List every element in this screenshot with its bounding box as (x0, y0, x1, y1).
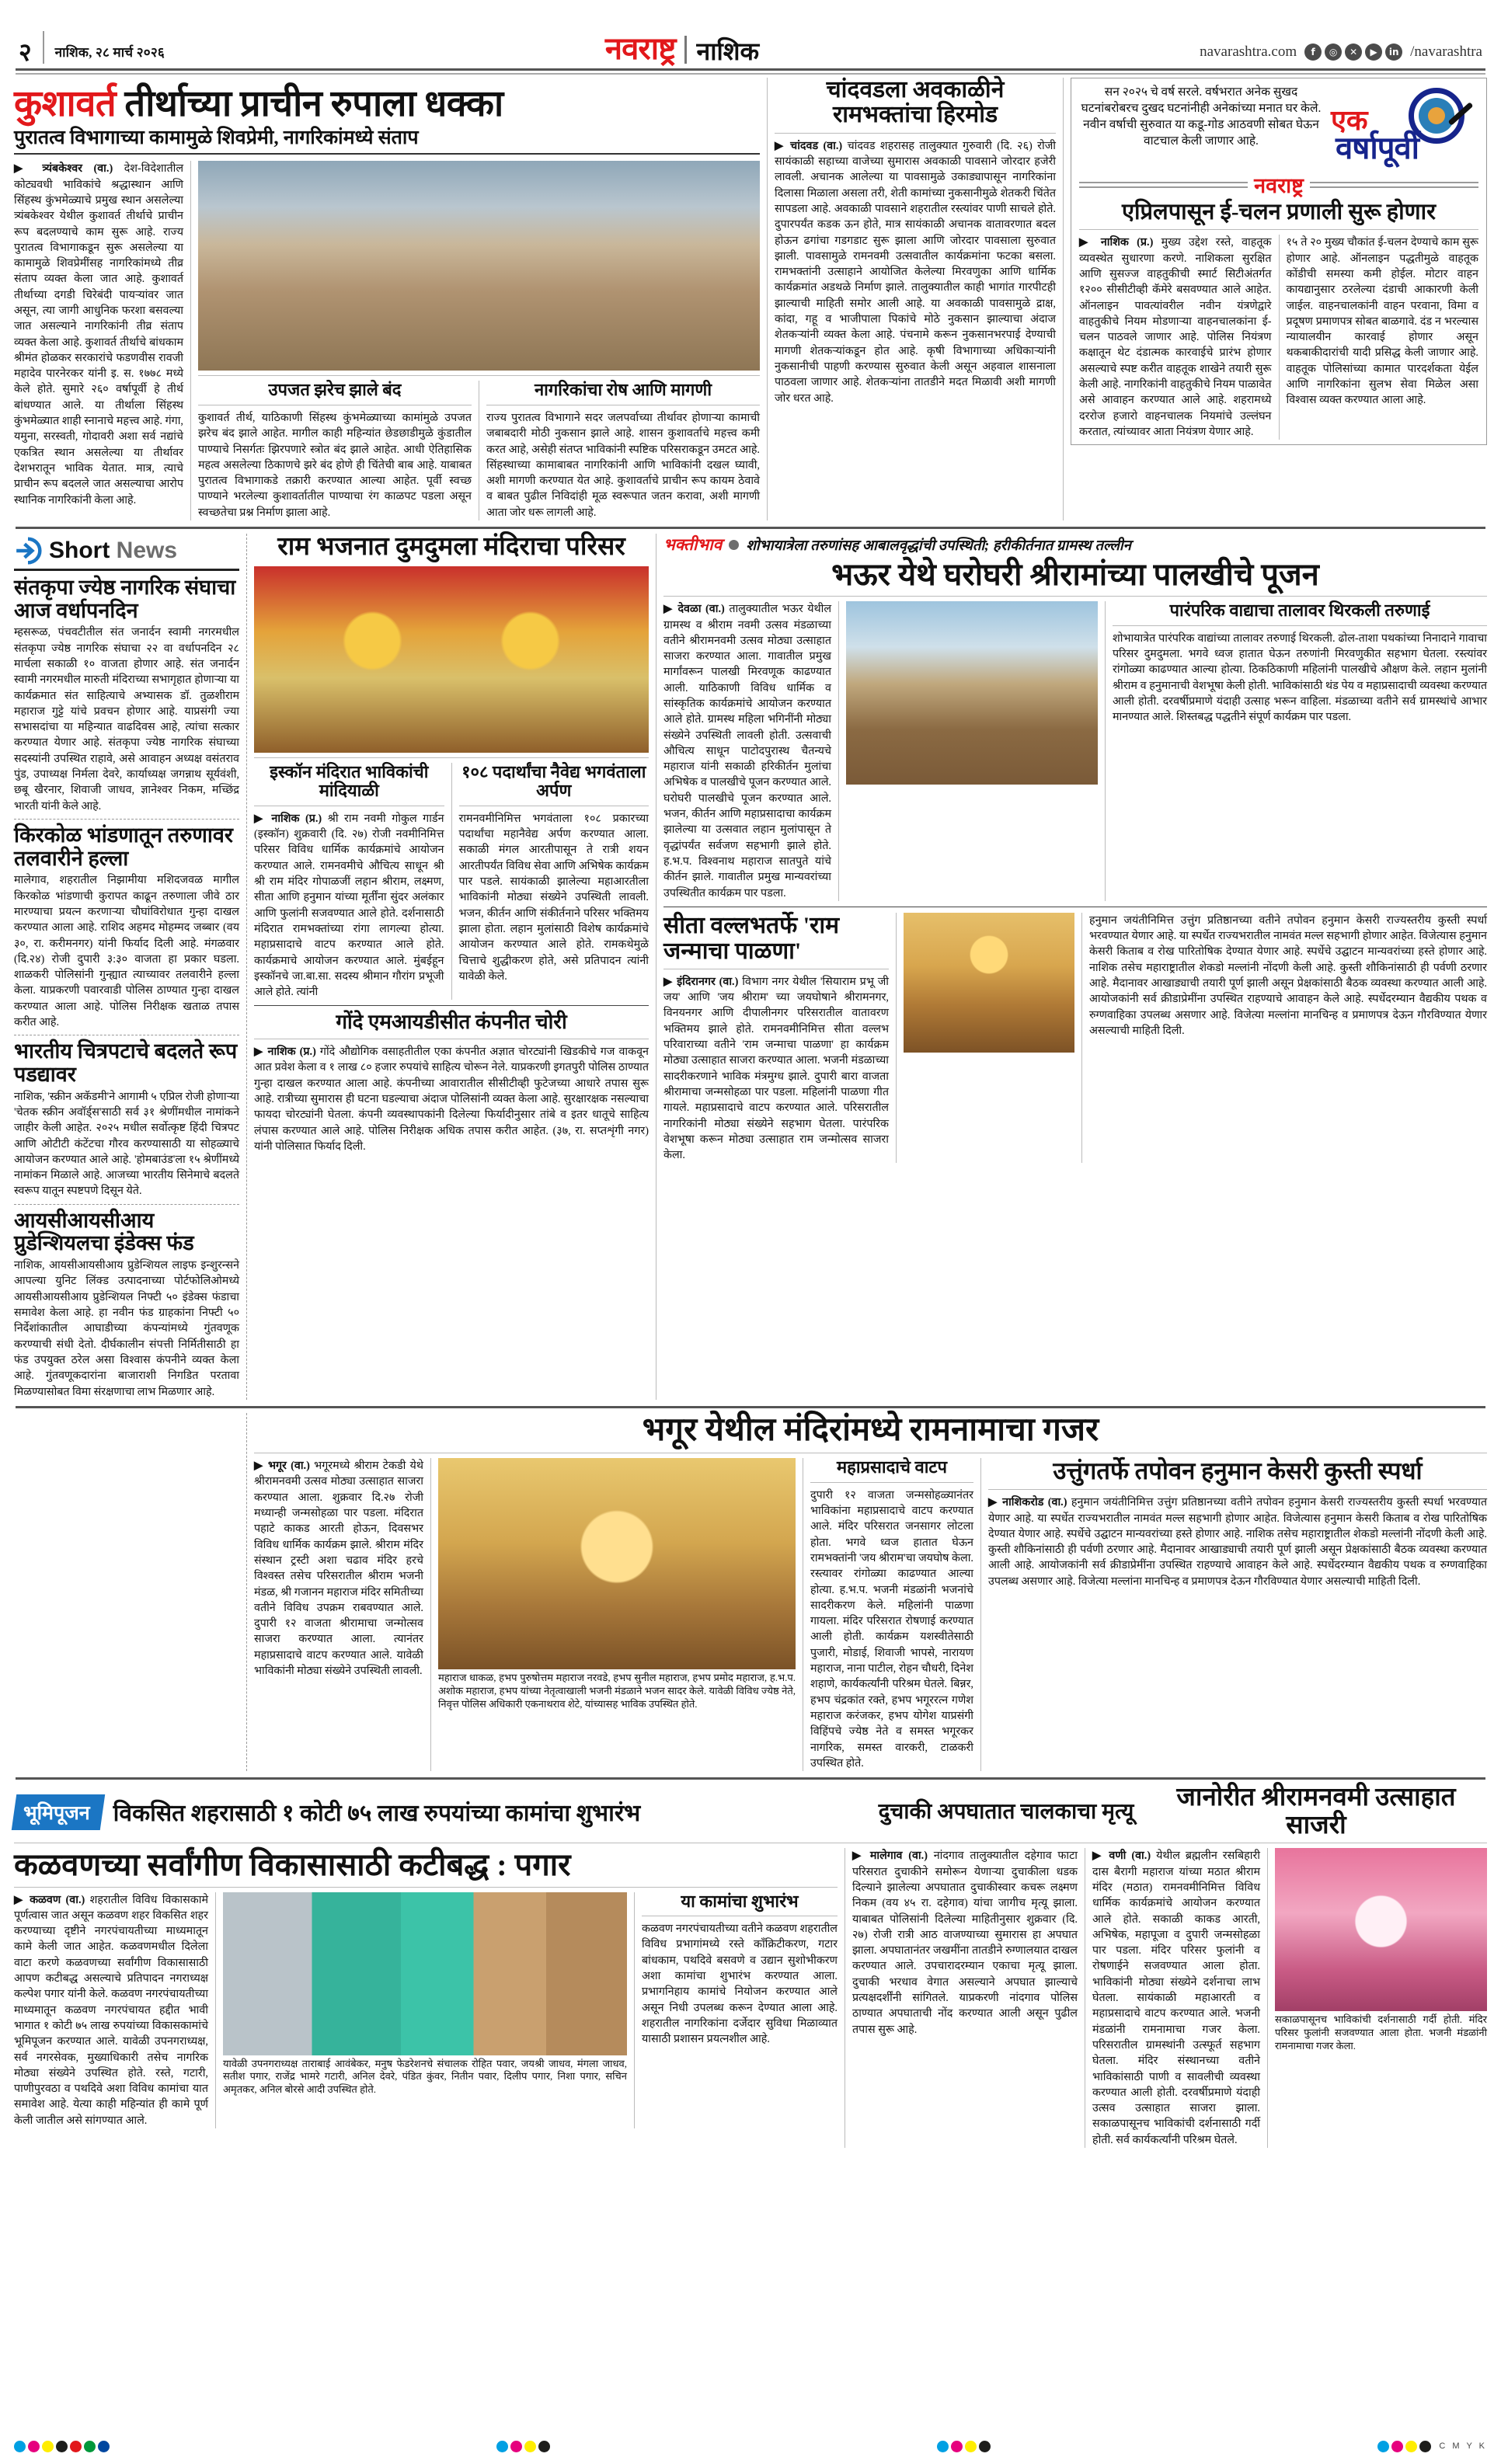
lead-body (14, 161, 183, 508)
short-news-header (14, 537, 239, 565)
short-news-1-headline: किरकोळ भांडणातून तरुणावर तलवारीने हल्ला (14, 823, 233, 870)
uttung-teaser (1089, 913, 1487, 1164)
bhaur-side-body: शोभायात्रेत पारंपरिक वाद्यांच्या तालावर तरुणाई थिरकली. ढोल-ताशा पथकांच्या निनादाने गावाचा परिसर दुमदुमला. भगवे ध्वज हातात घेऊन तरुणांनी मिरवणुकीत सहभाग घेतला. रस्त्यांवर रांगोळ्या काढण्यात आल्या होत्या. ठिकठिकाणी महिलांनी पालखीचे औक्षण केले. लहान मुलांनी श्रीराम व हनुमानाची वेशभूषा केली होती. भाविकांसाठी थंड पेय व महाप्रसादाची व्यवस्था करण्यात आली होती. दरवर्षीप्रमाणे यंदाही उत्साह भरून वाहिला. मंडळाच्या वतीने सर्व ग्रामस्थांचे आभार मानण्यात आले. शिस्तबद्ध पद्धतीने संपूर्ण कार्यक्रम पार पडला. (1113, 632, 1487, 724)
year-ago-panel (1071, 78, 1487, 520)
lead-caption-1-title: उपजत झरेच झाले बंद (268, 380, 402, 400)
band-rule (16, 1406, 1485, 1408)
chandwad-dateline: चांदवड (वा.) (790, 139, 843, 152)
kalwan-side-title: या कामांचा शुभारंभ (681, 1891, 799, 1911)
year-ago-intro: सन २०२५ चे वर्ष सरले. वर्षभरात अनेक सुखद घटनांबरोबरच दुखद घटनांनीही अनेकांच्या मनात घर केले. नवीन वर्षाची सुरुवात या कडू-गोड आठवणी सोबत घेऊन वाटचाल केली जाणार आहे. (1081, 85, 1322, 148)
column-rule (767, 78, 768, 520)
vani-photo (1275, 1848, 1487, 2011)
bhaur-side-column (1113, 601, 1487, 901)
facebook-icon[interactable]: f (1304, 44, 1322, 61)
lead-caption-1-body: कुशावर्त तीर्थ, याठिकाणी सिंहस्थ कुंभमेळ्याच्या कामांमुळे उपजत झरेच बंद झाले आहेत. मागील काही महिन्यांत छेडछाडीमुळे कुंडातील पाण्याचे निसर्गतः झिरपणारे स्त्रोत बंद झाले आहेत. आधी ऐतिहासिक महत्व असलेल्या ठिकाणचे झरे बंद होणे ही चिंतेची बाब आहे. याबाबत पुरातत्व विभागाकडे तक्रारी करण्यात आल्या आहेत. पूर्वी स्वच्छ पाण्याने भरलेल्या कुशावर्तातील पाण्याचा रंग काळपट पडला असून स्वच्छतेचा प्रश्न निर्माण झाला आहे. (198, 411, 472, 519)
vani-arrow-icon: ▶ (1092, 1850, 1109, 1863)
vani-dateline: वणी (वा.) (1109, 1850, 1151, 1863)
year-ago-logo-line1: एक (1331, 105, 1368, 136)
ram-bhajan-caption-2 (459, 763, 650, 1001)
bhaur-headline: भऊर येथे घरोघरी श्रीरामांच्या पालखीचे पूजन (831, 557, 1319, 593)
gonde-body-text: गोंदे औद्योगिक वसाहतीतील एका कंपनीत अज्ञात चोरट्यांनी खिडकीचे गज वाकवून आत प्रवेश केला व १ लाख ८० हजार रुपयांचे साहित्य चोरून नेले. याप्रकरणी इगतपुरी पोलिस ठाण्यात गुन्हा दाखल करण्यात आला आहे. कंपनीच्या आवारातील सीसीटीव्ही फुटेजच्या आधारे तपास सुरू आहे. रात्रीच्या सुमारास ही घटना घडल्याचा अंदाज पोलिसांनी व्यक्त केला आहे. सुरक्षारक्षक नसल्याचा फायदा चोरट्यांनी घेतला. कंपनी व्यवस्थापकांनी दिलेल्या फिर्यादीनुसार तांबे व इतर धातूचे साहित्य लंपास करण्यात आले आहे. पोलिस निरीक्षक अधिक तपास करीत आहेत. (३७, रा. सप्तशृंगी नगर) यांनी पोलिसात फिर्याद दिली. (254, 1046, 649, 1153)
year-ago-col-2 (1287, 235, 1479, 440)
lead-caption-2-title: नागरिकांचा रोष आणि मागणी (534, 380, 712, 400)
bhagur-photo-block (438, 1458, 796, 1771)
short-news-item (14, 576, 239, 814)
lead-caption-2-body: राज्य पुरातत्व विभागाने सदर जलपर्वाच्या तीर्थावर होणाऱ्या कामाची जबाबदारी मोठी नुकसान झाले आहे. शासन कुशावर्ताचे महत्त्व कमी करत आहे, असेही संतप्त भाविकांनी स्पष्टिक परिसराकडून उमटत आहे. सिंहस्थाच्या कामाबाबत नागरिकांनी आणि भाविकांनी दखल घ्यावी, अशी मागणी करण्यात येत आहे. कुशावर्ताचे प्राचीन रूप कायम ठेवावे व बाबत पुढील निविदांही मूळ स्वरूपात जतन करावा, अशी मागणी आता जोर धरू लागली आहे. (486, 411, 760, 519)
bhakti-tagline (663, 534, 1487, 555)
lead-dateline: त्र्यंबकेश्वर (वा.) (42, 162, 113, 176)
social-icons (1304, 44, 1402, 61)
year-ago-logo-line2: वर्षापूर्वी (1336, 131, 1419, 165)
kalwan-photo-block (223, 1892, 627, 2128)
lead-caption-1 (198, 381, 472, 520)
chandwad-story (775, 78, 1056, 520)
edition-dateline: नाशिक, २८ मार्च २०२६ (54, 45, 165, 60)
bhoomipujan-banner (14, 1784, 1487, 1839)
brand-separator (684, 36, 687, 64)
bhakti-story (663, 534, 1487, 1400)
short-news-2-headline: भारतीय चित्रपटाचे बदलते रूप पडद्यावर (14, 1039, 238, 1086)
short-news-label (49, 538, 177, 564)
year-ago-brand: नवराष्ट्र (1254, 174, 1304, 197)
short-news-0-body: म्हसरूळ, पंचवटीतील संत जनार्दन स्वामी नगरमधील संतकृपा ज्येष्ठ नागरिक संघाचा २२ वा वर्धापनदिन २८ मार्चला सकाळी १० वाजता होणार आहे. संत जनार्दन स्वामी नगरमधील मारुती मंदिराच्या सभागृहात होणाऱ्या या कार्यक्रमात संत साहित्याचे अभ्यासक डॉ. तुळशीराम महाराज गुट्टे यांचे प्रवचन होणार आहे. याप्रसंगी ज्या सभासदांचा या महिन्यात वाढदिवस आहे, त्यांचा सत्कार करण्यात येणार आहे. संतकृपा ज्येष्ठ नागरिक संघाच्या सदस्यांनी उपस्थित राहावे, असे आवाहन अध्यक्ष वसंतराव पुंड, उपाध्यक्ष निर्मला देवरे, कार्याध्यक्ष जगन्नाथ सूर्यवंशी, छबू खैरनार, शिवाजी जाधव, ज्ञानेश्वर निकम, मच्छिंद्र भारती यांनी केले आहे. (14, 626, 239, 813)
vani-story (1092, 1848, 1487, 2148)
kalwan-body: शहरातील विविध विकासकामे पूर्णत्वास जात असून कळवण शहर विकसित शहर करण्याच्या दृष्टीने नगरपंचायतीच्या माध्यमातून कामे केली जात आहेत. कळवणमधील दिलेला वाटा करणे कळवणच्या सर्वांगीण विकासासाठी आपण कटीबद्ध असल्याचे प्रतिपादन नगराध्यक्ष कल्पेश पगार यांनी केले. कळवण नगरपंचायतीच्या माध्यमातून कळवण नगरपंचायत हद्दीत भावी भागात १ कोटी ७५ लाख रुपयांच्या विकासकामांचे भूमिपूजन करण्यात आले. यावेळी उपनगराध्यक्ष, सर्व नगरसेवक, मुख्याधिकारी तसेच नागरिक मोठ्या संख्येने उपस्थित होते. रस्ते, गटारी, पाणीपुरवठा व पथदिवे अशा विविध कामांचा यात समावेश आहे. येत्या काही महिन्यांत ही कामे पूर्ण केली जातील असे सांगण्यात आले. (14, 1893, 208, 2127)
ducycle-headline: दुचाकी अपघातात चालकाचा मृत्यू (878, 1799, 1134, 1824)
masthead-rule-top (16, 68, 1485, 71)
ram-bhajan-photo (254, 566, 649, 753)
vani-photo-block (1275, 1848, 1487, 2148)
top-band (14, 78, 1487, 520)
kalwan-arrow-icon: ▶ (14, 1893, 30, 1906)
vani-headline: जानोरीत श्रीरामनवमी उत्साहात साजरी (1176, 1784, 1456, 1839)
bhoomipujan-story (14, 1848, 838, 2148)
bhakti-tag: भक्तीभाव (663, 535, 723, 555)
bhaur-photo (846, 601, 1098, 785)
sita-dateline: इंदिरानगर (वा.) (677, 975, 739, 988)
bhagur-headline: भगूर येथील मंदिरांमध्ये रामनामाचा गजर (642, 1411, 1099, 1448)
uttung-story (988, 1458, 1487, 1771)
mahaprasad-body: दुपारी १२ वाजता जन्मसोहळ्यानंतर भाविकांना महाप्रसादाचे वाटप करण्यात आले. मंदिर परिसरात जनसागर लोटला होता. भगवे ध्वज हातात घेऊन रामभक्तांनी 'जय श्रीराम'चा जयघोष केला. रस्त्यावर रांगोळ्या काढण्यात आल्या होत्या. ह.भ.प. भजनी मंडळांनी भजनांचे सादरीकरण केले. महिलांनी पाळणा गायला. मंदिर परिसरात रोषणाई करण्यात आली होती. कार्यक्रम यशस्वीतेसाठी पुजारी, मोडाई, शिवाजी भापसे, नारायण महाराज, नाना पाटील, रोहन चौधरी, दिनेश शहाणे, कार्यकर्त्यांनी परिश्रम घेतले. बिन्नर, हभप चंद्रकांत रक्ते, हभप भगूररत्न गणेश महाराज करंजकर, हभप योगेश याप्रसंगी विहिंपचे ज्येष्ठ नेते व समस्त भगूरकर नागरिक, समस्त वारकरी, टाळकरी उपस्थित होते. (810, 1488, 973, 1770)
chandwad-body-text: चांदवड शहरासह तालुक्यात गुरुवारी (दि. २६) रोजी सायंकाळी सहाच्या वाजेच्या सुमारास अवकाळी पावसाने जोरदार हजेरी लावली. अचानक आलेल्या या पावसामुळे उकाड्यापासून नागरिकांना दिलासा मिळाला असला तरी, शेती कामांच्या नुकसानीमुळे शेतकरी चिंतेत सापडला आहे. अवकाळी पावसाने शहरातील रस्त्यांवर पाणी साचले होते. दुपारपर्यंत कडक ऊन होते, मात्र सायंकाळी अचानक वातावरणात बदल होऊन ढगांचा गडगडाट सुरू झाला आणि जोरदार पावसाला सुरुवात झाली. पावसामुळे रामनवमी उत्सवातील कार्यक्रमांना फटका बसला. रामभक्तांनी उत्साहाने आयोजित केलेल्या मिरवणुका आणि धार्मिक कार्यक्रमांत अडथळे निर्माण झाले. तालुक्यातील काही भागांत गारपीटही झाल्याची माहिती समोर आली आहे. या अवकाळी पावसामुळे द्राक्ष, कांदा, गहू व भाजीपाला पिकांचे मोठे नुकसान झाल्याचा अंदाज शेतकऱ्यांनी व्यक्त केला आहे. पंचनामे करून नुकसानभरपाई देण्याची मागणी शेतकऱ्यांकडून होत आहे. कृषी विभागाच्या अधिकाऱ्यांनी नुकसानीची पाहणी करण्यास सुरुवात केली असून अहवाल शासनाला पाठवला जाणार आहे. शेतकऱ्यांना तातडीने मदत मिळावी अशी मागणी जोर धरत आहे. (775, 139, 1057, 405)
bhagur-arrow-icon: ▶ (254, 1460, 268, 1473)
kalwan-headline: कळवणच्या सर्वांगीण विकासासाठी कटीबद्ध : पगार (14, 1847, 571, 1883)
short-news-3-headline: आयसीआयसीआय प्रुडेन्शियलचा इंडेक्स फंड (14, 1208, 194, 1255)
bhaur-dateline: देवळा (वा.) (677, 603, 725, 616)
lead-text-column (14, 161, 183, 520)
sita-body: विभाग नगर येथील 'सियाराम प्रभू जी जय' आणि 'जय श्रीराम' च्या जयघोषाने श्रीरामनगर, विनयनगर आणि दीपालीनगर परिसरातील वातावरण भक्तिमय झाले होते. रामनवमीनिमित्त सीता वल्लभ परिवाराच्या वतीने 'राम जन्माचा पाळणा' हा कार्यक्रम मोठ्या उत्साहात साजरा करण्यात आला. भजनी मंडळाच्या सादरीकरणाने भाविक मंत्रमुग्ध झाले. दुपारी बारा वाजता श्रीरामाचा जन्मसोहळा पार पडला. महिलांनी पाळणा गीत गायले. महाप्रसादाचे वाटप करण्यात आले. परिसरातील नागरिकांनी मोठ्या संख्येने सहभाग घेतला. पारंपरिक वेशभूषा करून मोठ्या उत्साहात राम जन्मोत्सव साजरा केला. (663, 975, 890, 1162)
iskcon-dateline: नाशिक (प्र.) (271, 812, 322, 825)
lead-headline-rest: तीर्थाच्या प्राचीन रुपाला धक्का (116, 84, 503, 124)
bhaur-text-column (663, 601, 831, 901)
bhagur-photo (438, 1458, 796, 1669)
kalwan-photo-caption: यावेळी उपनगराध्यक्ष ताराबाई आवंबेकर, मनुष फेडरेशनचे संचालक रोहित पवार, जयश्री जाधव, मंगला जाधव, सतीश पगार, राजेंद्र भामरे गटारी, अनिल देवरे, पंडित कुंवर, नितीन पवार, दिलीप पगार, निशा पगार, सचिन अमृतकर, अनिल बोरसे आदी उपस्थित होते. (223, 2057, 627, 2096)
sita-photo (904, 913, 1074, 1053)
bhagur-body: भगूरमध्ये श्रीराम टेकडी येथे श्रीरामनवमी उत्सव मोठ्या उत्साहात साजरा करण्यात आला. शुक्रवार दि.२७ रोजी मध्यान्ही जन्मसोहळा पार पडला. मंदिरात पहाटे काकड आरती होऊन, दिवसभर विविध धार्मिक कार्यक्रम झाले. श्रीराम मंदिर संस्थान ट्रस्टी अशा चढाव मंदिर हरचे विश्वस्त तसेच परिसरातील श्रीराम भजनी मंडळ, श्री गजानन महाराज मंदिर समितीच्या वतीने विविध उपक्रम राबवण्यात आले. दुपारी १२ वाजता श्रीरामाचा जन्मोत्सव साजरा करण्यात आला. त्यानंतर महाप्रसादाचे वाटप करण्यात आले. यावेळी भाविकांनी मोठ्या संख्येने उपस्थिती लावली. (254, 1460, 423, 1678)
short-news-label-dark: Short (49, 538, 110, 564)
bhagur-text-column (254, 1458, 423, 1771)
masthead (14, 11, 1487, 67)
bhoomipujan-banner-text: विकसित शहरासाठी १ कोटी ७५ लाख रुपयांच्या कामांचा शुभारंभ (113, 1801, 641, 1827)
year-ago-body-1: मुख्य उद्देश रस्ते, वाहतूक व्यवस्थेत सुधारणा करणे. नाशिकला सुरक्षित आणि सुसज्ज वाहतुकीची स्मार्ट सिटीअंतर्गत १२०० सीसीटीव्ही कॅमेरे बसवण्यात आले आहेत. ऑनलाइन पावत्यांवरील नवीन यंत्रणेद्वारे वाहतुकीचे नियम मोडणाऱ्या वाहनचालकांना ई-चलन पाठवले जाणार आहे. पोलिस नियंत्रण कक्षातून थेट दंडात्मक कारवाईचे प्रारंभ होणार असल्याचे स्पष्ट करीत वाहतूक शाखेने तयारी सुरू केली आहे. नागरिकांनी वाहतुकीचे नियम पाळावेत असे आवाहन करण्यात आले आहे. शहरामध्ये दररोज हजारो वाहनचालक नियमांचे उल्लंघन करतात, त्यांच्यावर आता नियंत्रण येणार आहे. (1079, 236, 1272, 438)
bhaur-arrow-icon: ▶ (663, 603, 678, 616)
photo-rule (198, 375, 760, 376)
short-news-3-body: नाशिक, आयसीआयसीआय प्रुडेन्शियल लाइफ इन्शुरन्सने आपल्या युनिट लिंक्ड उत्पादनाच्या पोर्टफोलिओमध्ये आयसीआयसीआय प्रुडेन्शियल निफ्टी ५० इंडेक्स फंडाचा समावेश केला आहे. हा नवीन फंड ग्राहकांना निफ्टी ५० निर्देशांकातील आघाडीच्या कंपन्यांमध्ये गुंतवणूक करण्याची संधी देतो. दीर्घकालीन संपत्ती निर्मितीसाठी हा फंड उपयुक्त ठरेल असा विश्वास कंपनीने व्यक्त केला आहे. गुंतवणूकदारांना बाजाराशी निगडित परतावा मिळण्यासोबत विमा संरक्षणाचा लाभ मिळणार आहे. (14, 1259, 239, 1398)
kalwan-side-box (642, 1892, 838, 2128)
mahaprasad-box (810, 1458, 973, 1771)
bottom-band (14, 1848, 1487, 2148)
lead-photo (198, 161, 760, 371)
x-twitter-icon[interactable]: ✕ (1345, 44, 1362, 61)
masthead-divider (43, 31, 44, 64)
masthead-rule-bottom (16, 73, 1485, 75)
gonde-headline: गोंदे एमआयडीसीत कंपनीत चोरी (336, 1011, 567, 1034)
lead-caption-2 (486, 381, 760, 520)
year-ago-headline: एप्रिलपासून ई-चलन प्रणाली सुरू होणार (1122, 200, 1436, 224)
brand-name: नवराष्ट्र (604, 31, 676, 66)
lead-headline-highlight: कुशावर्त (14, 84, 117, 124)
vani-photo-caption: सकाळपासूनच भाविकांची दर्शनासाठी गर्दी होती. मंदिर परिसर फुलांनी सजवण्यात आला होता. भजनी मंडळांनी रामनामाचा गजर केला. (1275, 2013, 1487, 2052)
bhoomipujan-badge: भूमिपूजन (12, 1794, 105, 1830)
ducycle-story (852, 1848, 1078, 2148)
chandwad-headline: चांदवडला अवकाळीने रामभक्तांचा हिरमोड (826, 77, 1005, 128)
footer-bar (14, 2436, 1487, 2456)
instagram-icon[interactable]: ◎ (1325, 44, 1342, 61)
year-ago-col-1 (1079, 235, 1272, 440)
bhagur-dateline: भगूर (वा.) (267, 1460, 310, 1473)
gonde-dateline: नाशिक (प्र.) (267, 1046, 316, 1059)
band-rule (16, 527, 1485, 529)
short-news-0-headline: संतकृपा ज्येष्ठ नागरिक संघाचा आज वर्धापनदिन (14, 576, 236, 622)
band-rule (16, 1777, 1485, 1780)
bhaur-side-title: पारंपरिक वाद्याचा तालावर थिरकली तरुणाई (1169, 600, 1430, 621)
color-swatches-left (14, 2441, 110, 2452)
mahaprasad-title: महाप्रसादाचे वाटप (837, 1457, 947, 1477)
social-handle: /navarashtra (1410, 44, 1482, 60)
linkedin-icon[interactable]: in (1385, 44, 1402, 61)
year-ago-arrow-icon: ▶ (1079, 236, 1101, 249)
sita-arrow-icon: ▶ (663, 975, 677, 988)
cmyk-label: C M Y K (1439, 2441, 1487, 2451)
ducycle-body: नांदगाव तालुक्यातील दहेगाव फाटा परिसरात दुचाकीने समोरून येणाऱ्या दुचाकीला धडक दिल्याने झालेल्या अपघातात दुचाकीस्वार कचरू लक्ष्मण निकम (वय ४५ रा. दहेगाव) यांचा जागीच मृत्यू झाला. याबाबत पोलिसांनी दिलेल्या माहितीनुसार शुक्रवार (दि. २७) रोजी रात्री आठ वाजण्याच्या सुमारास हा अपघात झाला. अपघातानंतर जखमींना तातडीने रुग्णालयात दाखल करण्यात आले. उपचारादरम्यान एकाचा मृत्यू झाला. दुचाकी भरधाव वेगात असल्याने अपघात झाल्याचे प्रत्यक्षदर्शींनी सांगितले. याप्रकरणी नांदगाव पोलिस ठाण्यात अपघाताची नोंद करण्यात आली असून पुढील तपास सुरू आहे. (852, 1850, 1078, 2036)
bhagur-story (254, 1413, 1487, 1771)
lead-arrow-icon: ▶ (14, 162, 43, 176)
gonde-arrow-icon: ▶ (254, 1046, 268, 1059)
iskcon-body: श्री राम नवमी गोकुल गार्डन (इस्कॉन) शुक्रवारी (दि. २७) रोजी नवमीनिमित्त परिसर विविध धार्मिक कार्यक्रमांचे आयोजन करण्यात आले. रामनवमीचे औचित्य साधून श्री श्री राम मंदिर गोपाळजीं लहान श्रीराम, लक्ष्मण, सीता आणि हनुमान यांच्या मूर्तींना सुंदर अलंकार आणि फुलांनी सजवण्यात आले होते. दर्शनासाठी मंदिरात रामभक्तांच्या रांगा लागल्या होत्या. महाप्रसादाचे वाटप करण्यात आले होते. कार्यक्रमाचे आयोजन करण्यात आले. मुंबईहून इस्कॉनचे जा.बा.सा. सदस्य श्रीमान गौरांग प्रभूजी आले होते. त्यांनी (254, 812, 444, 999)
uttung-teaser-body: हनुमान जयंतीनिमित्त उत्तुंग प्रतिष्ठानच्या वतीने तपोवन हनुमान केसरी राज्यस्तरीय कुस्ती स्पर्धा भरवण्यात येणार आहे. या स्पर्धेत राज्यभरातील नामवंत मल्ल सहभागी होणार आहेत. विजेत्यास हनुमान केसरी किताब व रोख पारितोषिक देण्यात येणार आहे. स्पर्धेचे उद्घाटन मान्यवरांच्या हस्ते होणार आहे. नाशिक तसेच महाराष्ट्रातील शेकडो मल्लांनी नोंदणी केली आहे. कुस्ती शौकिनांसाठी ही पर्वणी ठरणार आहे. मैदानावर आखाड्याची तयारी पूर्ण झाली असून प्रेक्षकांसाठी बैठक व्यवस्था करण्यात आली आहे. आयोजकांनी सर्व क्रीडाप्रेमींना उपस्थित राहण्याचे आवाहन केले आहे. स्पर्धेदरम्यान वैद्यकीय पथक व रुग्णवाहिका उपलब्ध असणार आहे. विजेत्या मल्लांना मानचिन्ह व प्रमाणपत्र देऊन गौरविण्यात येणार असल्याची माहिती दिली. (1089, 914, 1487, 1037)
short-news-label-gray: News (116, 538, 178, 564)
short-news-item (14, 1040, 239, 1199)
lead-story (14, 78, 760, 520)
color-swatches-center2 (937, 2441, 991, 2452)
column-rule (246, 534, 247, 1400)
year-ago-dateline: नाशिक (प्र.) (1100, 236, 1154, 249)
short-news-item (14, 824, 239, 1030)
ducycle-arrow-icon: ▶ (852, 1850, 870, 1863)
second-band (14, 534, 1487, 1400)
bhaur-body: तालुक्यातील भऊर येथील ग्रामस्थ व श्रीराम नवमी उत्सव मंडळाच्या वतीने श्रीरामनवमी उत्सव मोठ्या उत्साहात साजरा करण्यात आला. गावातील प्रमुख मार्गांवरून पालखी मिरवणूक काढण्यात आली. याठिकाणी विविध धार्मिक व सांस्कृतिक कार्यक्रमांचे आयोजन करण्यात आले होते. ग्रामस्थ महिला भगिनींनी मोठ्या संख्येने उपस्थिती लावली होती. उत्सवाची औचित्य साधून पाटोदपुरास्थ चैतन्यचे महाराज यांनी सकाळी हरिकीर्तन मुलांचा अभिषेक व पालखीचे पूजन करण्यात आले. घरोघरी पालखीचे पूजन करण्यात आले. भजन, कीर्तन आणि महाप्रसादाचा कार्यक्रम झालेल्या या उत्सवात लहान मुलांपासून ते वृद्धांपर्यंत सर्वजण सहभागी झाले होते. ह.भ.प. विश्वनाथ महाराज सातपुते यांचे कीर्तन झाले. गावातील प्रमुख मान्यवरांच्या उपस्थितीत कार्यक्रम पार पडला. (663, 603, 832, 900)
short-news-2-body: नाशिक, 'स्क्रीन अकॅडमी'ने आगामी ५ एप्रिल रोजी होणाऱ्या 'चेतक स्क्रीन अवॉर्ड्स'साठी सर्व ३१ श्रेणींमधील नामांकने जाहीर केली आहेत. २०२५ मधील सर्वोत्कृष्ट हिंदी चित्रपट आणि ओटीटी कंटेंटचा गौरव करण्यासाठी या सोहळ्याचे आयोजन करण्यात आले आहे. 'होमबाउंड'ला १५ श्रेणींमध्ये नामांकन मिळाले आहे. आजच्या भारतीय सिनेमाचे बदलते स्वरूप यातून स्पष्टपणे दिसून येते. (14, 1090, 239, 1198)
year-ago-body-2: १५ ते २० मुख्य चौकांत ई-चलन देण्याचे काम सुरू होणार आहे. ऑनलाइन पद्धतीमुळे वाहतूक कोंडीची समस्या कमी होईल. मोटार वाहन कायद्यानुसार ठरलेल्या दंडाची आकारणी केली जाईल. वाहनचालकांनी वाहन परवाना, विमा व प्रदूषण प्रमाणपत्र सोबत बाळगावे. दंड न भरल्यास न्यायालयीन कारवाई होणार असून थकबाकीदारांची यादी प्रसिद्ध केली जाणार आहे. वाहतूक पोलिसांच्या कामात पारदर्शकता येईल आणि नागरिकांना सुलभ सेवा मिळेल असा विश्वास व्यक्त करण्यात आला आहे. (1286, 236, 1478, 407)
kalwan-side-body: कळवण नगरपंचायतीच्या वतीने कळवण शहरातील विविध प्रभागांमध्ये रस्ते काँक्रिटीकरण, गटार बांधकाम, पथदिवे बसवणे व उद्यान सुशोभीकरण अशा कामांचा शुभारंभ करण्यात आला. प्रभागनिहाय कामांचे नियोजन करण्यात आले असून निधी उपलब्ध करून देण्यात आला आहे. शहरातील नागरिकांना दर्जेदार सुविधा मिळाव्यात यासाठी प्रशासन प्रयत्नशील आहे. (642, 1923, 838, 2046)
youtube-icon[interactable]: ▶ (1365, 44, 1382, 61)
bhakti-tag-rest: शोभायात्रेला तरुणांसह आबालवृद्धांची उपस्थिती; हरीकीर्तनात ग्रामस्थ तल्लीन (746, 538, 1131, 554)
short-news-arrow-icon (14, 537, 42, 565)
vani-body: येथील ब्रह्मलीन रसबिहारी दास बैरागी महाराज यांच्या मठात श्रीराम मंदिर (मठात) रामनवमीनिमित्त विविध धार्मिक कार्यक्रमांचे आयोजन करण्यात आले होते. सकाळी काकड आरती, अभिषेक, महापूजा व दुपारी जन्मसोहळा पार पडला. मंदिर परिसर फुलांनी व रोषणाईने सजवण्यात आला होता. भाविकांनी मोठ्या संख्येने दर्शनाचा लाभ घेतला. सायंकाळी महाआरती व महाप्रसादाचे वाटप करण्यात आले. भजनी मंडळांनी रामनामाचा गजर केला. परिसरातील ग्रामस्थांनी उत्स्फूर्त सहभाग घेतला. मंदिर संस्थानच्या वतीने भाविकांसाठी पाणी व सावलीची व्यवस्था करण्यात आली होती. दरवर्षीप्रमाणे यंदाही उत्सव उत्साहात साजरा झाला. सकाळपासूनच भाविकांची दर्शनासाठी गर्दी होती. सर्व कार्यकर्त्यांनी परिश्रम घेतले. (1092, 1850, 1261, 2146)
third-band-spacer (14, 1413, 239, 1771)
column-rule (1063, 78, 1064, 520)
short-news-item (14, 1209, 239, 1400)
kalwan-photo (223, 1892, 627, 2055)
vani-text-column (1092, 1848, 1260, 2148)
lead-body-text: देश-विदेशातील कोट्यवधी भाविकांचे श्रद्धास्थान आणि सिंहस्थ कुंभमेळ्याचे प्रमुख स्थान असलेल्या त्र्यंबकेश्वर येथील कुशावर्त तीर्थाचे प्राचीन रूप बदलण्याचे काम सुरू आहे. राज्य पुरातत्व विभागाकडून सुरू असलेल्या या कामामुळे शिवप्रेमींसह नागरिकांमध्ये तीव्र संताप व्यक्त केला जात आहे. कुशावर्त तीर्थाच्या दगडी चिरेबंदी पायऱ्यांवर जात असून, त्या जागी आधुनिक फरशा बसवल्या जात असल्याने नागरिकांनी तीव्र संताप व्यक्त केला आहे. कुशावर्त तीर्थाचे बांधकाम श्रीमंत होळकर सरकारांचे फडणवीस रावजी महादेव पारनेरकर यांनी इ. स. १७७८ मध्ये केले होते. सुमारे २६० वर्षापूर्वी हे तीर्थ बांधण्यात आले. या तीर्थाला सिंहस्थ कुंभमेळ्यात शाही स्नानाचे महत्त्व आहे. गंगा, यमुना, सरस्वती, गोदावरी अशा सर्व नद्यांचे एकत्रित स्थान असलेल्या या तीर्थावर देशभरातून भाविक येतात. मात्र, त्याचे प्राचीन रूप बदलले जात असल्याचा आरोप स्थानिक नागरिकांनी केला आहे. (14, 162, 184, 506)
lead-headline (14, 85, 760, 124)
page-number: २ (19, 38, 32, 67)
column-rule (190, 161, 191, 520)
chandwad-body (775, 138, 1056, 406)
ram-bhajan-story (254, 534, 649, 1400)
masthead-left (19, 31, 165, 67)
sita-photo-block (904, 913, 1074, 1164)
lead-subhead: पुरातत्व विभागाच्या कामामुळे शिवप्रेमी, नागरिकांमध्ये संताप (14, 127, 419, 148)
uttung-body: हनुमान जयंतीनिमित्त उत्तुंग प्रतिष्ठानच्या वतीने तपोवन हनुमान केसरी राज्यस्तरीय कुस्ती स्पर्धा भरवण्यात येणार आहे. या स्पर्धेत राज्यभरातील नामवंत मल्ल सहभागी होणार आहेत. विजेत्यास हनुमान केसरी किताब व रोख पारितोषिक देण्यात येणार आहे. स्पर्धेचे उद्घाटन मान्यवरांच्या हस्ते होणार आहे. नाशिक तसेच महाराष्ट्रातील शेकडो मल्लांनी नोंदणी केली आहे. कुस्ती शौकिनांसाठी ही पर्वणी ठरणार आहे. मैदानावर आखाड्याची तयारी पूर्ण झाली असून प्रेक्षकांसाठी बैठक व्यवस्था करण्यात आली आहे. आयोजकांनी सर्व क्रीडाप्रेमींना उपस्थित राहण्याचे आवाहन केले आहे. स्पर्धेदरम्यान वैद्यकीय पथक व रुग्णवाहिका उपलब्ध असणार आहे. विजेत्या मल्लांना मानचिन्ह व प्रमाणपत्र देऊन गौरविण्यात येणार असल्याची माहिती दिली. (988, 1496, 1487, 1588)
iskcon-caption-title: इस्कॉन मंदिरात भाविकांची मांदियाळी (270, 761, 429, 801)
sita-headline: सीता वल्लभतर्फे 'राम जन्माचा पाळणा' (663, 912, 840, 964)
year-ago-logo (1331, 85, 1478, 165)
color-swatches-center (496, 2441, 550, 2452)
chandwad-arrow-icon: ▶ (775, 139, 791, 152)
year-ago-brand-strip (1079, 170, 1478, 199)
uttung-dateline: नाशिकरोड (वा.) (1002, 1496, 1067, 1509)
brand-edition: नाशिक (696, 37, 760, 65)
bullet-dot-icon (729, 540, 739, 550)
uttung-headline: उत्तुंगतर्फे तपोवन हनुमान केसरी कुस्ती स्पर्धा (1053, 1457, 1423, 1485)
lead-photo-block (198, 161, 760, 520)
website-url[interactable]: navarashtra.com (1200, 44, 1297, 60)
lead-rule (14, 153, 760, 155)
naivedya-caption-title: १०८ पदार्थांचा नैवेद्य भगवंताला अर्पण (461, 761, 646, 801)
bhagur-photo-caption: महाराज धाकळ, हभप पुरुषोत्तम महाराज नरवडे, हभप सुनील महाराज, हभप प्रमोद महाराज, ह.भ.प. अशोक महाराज, हभप यांच्या नेतृत्वाखाली भजनी मंडळाने भजन सादर केले. यावेळी विविध ज्येष्ठ नेते, निवृत्त पोलिस अधिकारी एकनाथराव शेटे, यांच्यासह भाविक उपस्थित होते. (438, 1672, 796, 1710)
short-news-column (14, 534, 239, 1400)
bhaur-photo-block (846, 601, 1098, 901)
uttung-arrow-icon: ▶ (988, 1496, 1003, 1509)
ram-bhajan-headline: राम भजनात दुमदुमला मंदिराचा परिसर (277, 533, 625, 562)
ram-bhajan-caption-1 (254, 763, 444, 1001)
third-band (14, 1413, 1487, 1771)
sita-story (663, 913, 889, 1164)
gonde-body (254, 1044, 649, 1154)
naivedya-body: रामनवमीनिमित्त भगवंताला १०८ प्रकारच्या पदार्थांचा महानैवेद्य अर्पण करण्यात आला. सकाळी मंगल आरतीपासून ते रात्री शयन आरतीपर्यंत विविध सेवा आणि अभिषेक कार्यक्रम पार पडले. सायंकाळी झालेल्या महाआरतीला भाविकांनी मोठ्या संख्येने उपस्थिती लावली. भजन, कीर्तन आणि संकीर्तनाने परिसर भक्तिमय झाला होता. लहान मुलांसाठी विशेष कार्यक्रमांचे आयोजन करण्यात आले होते. रामकथेमुळे चित्ताचे शुद्धीकरण होते, असे प्रतिपादन त्यांनी यावेळी केले. (458, 812, 649, 983)
kalwan-text-column (14, 1892, 208, 2128)
kalwan-dateline: कळवण (वा.) (30, 1893, 85, 1906)
ducycle-dateline: मालेगाव (वा.) (869, 1850, 928, 1863)
iskcon-arrow-icon: ▶ (254, 812, 272, 825)
masthead-brand (165, 31, 1200, 66)
color-swatches-right (1377, 2441, 1431, 2452)
short-news-1-body: मालेगाव, शहरातील निझामीया मशिदजवळ मागील किरकोळ भांडणाची कुरापत काढून तरुणाला जीवे ठार मारण्याचा प्रयत्न करणाऱ्या चौघांविरोधात गुन्हा दाखल करण्यात आला आहे. राशिद अहमद मोहम्मद जब्बार (वय ३०, रा. करीमनगर) यांनी फिर्याद दिली आहे. मंगळवार (दि.२४) रोजी दुपारी ३:३० वाजता हा प्रकार घडला. शाळकरी पोलिसांनी गुन्ह्यात त्याच्यावर तलवारीने हल्ला केला. याप्रकरणी पवारवाडी पोलिस ठाण्यात गुन्हा दाखल करण्यात आला आहे. पोलिस निरीक्षक खताळ तपास करीत आहे. (14, 874, 239, 1028)
masthead-right (1200, 44, 1482, 64)
